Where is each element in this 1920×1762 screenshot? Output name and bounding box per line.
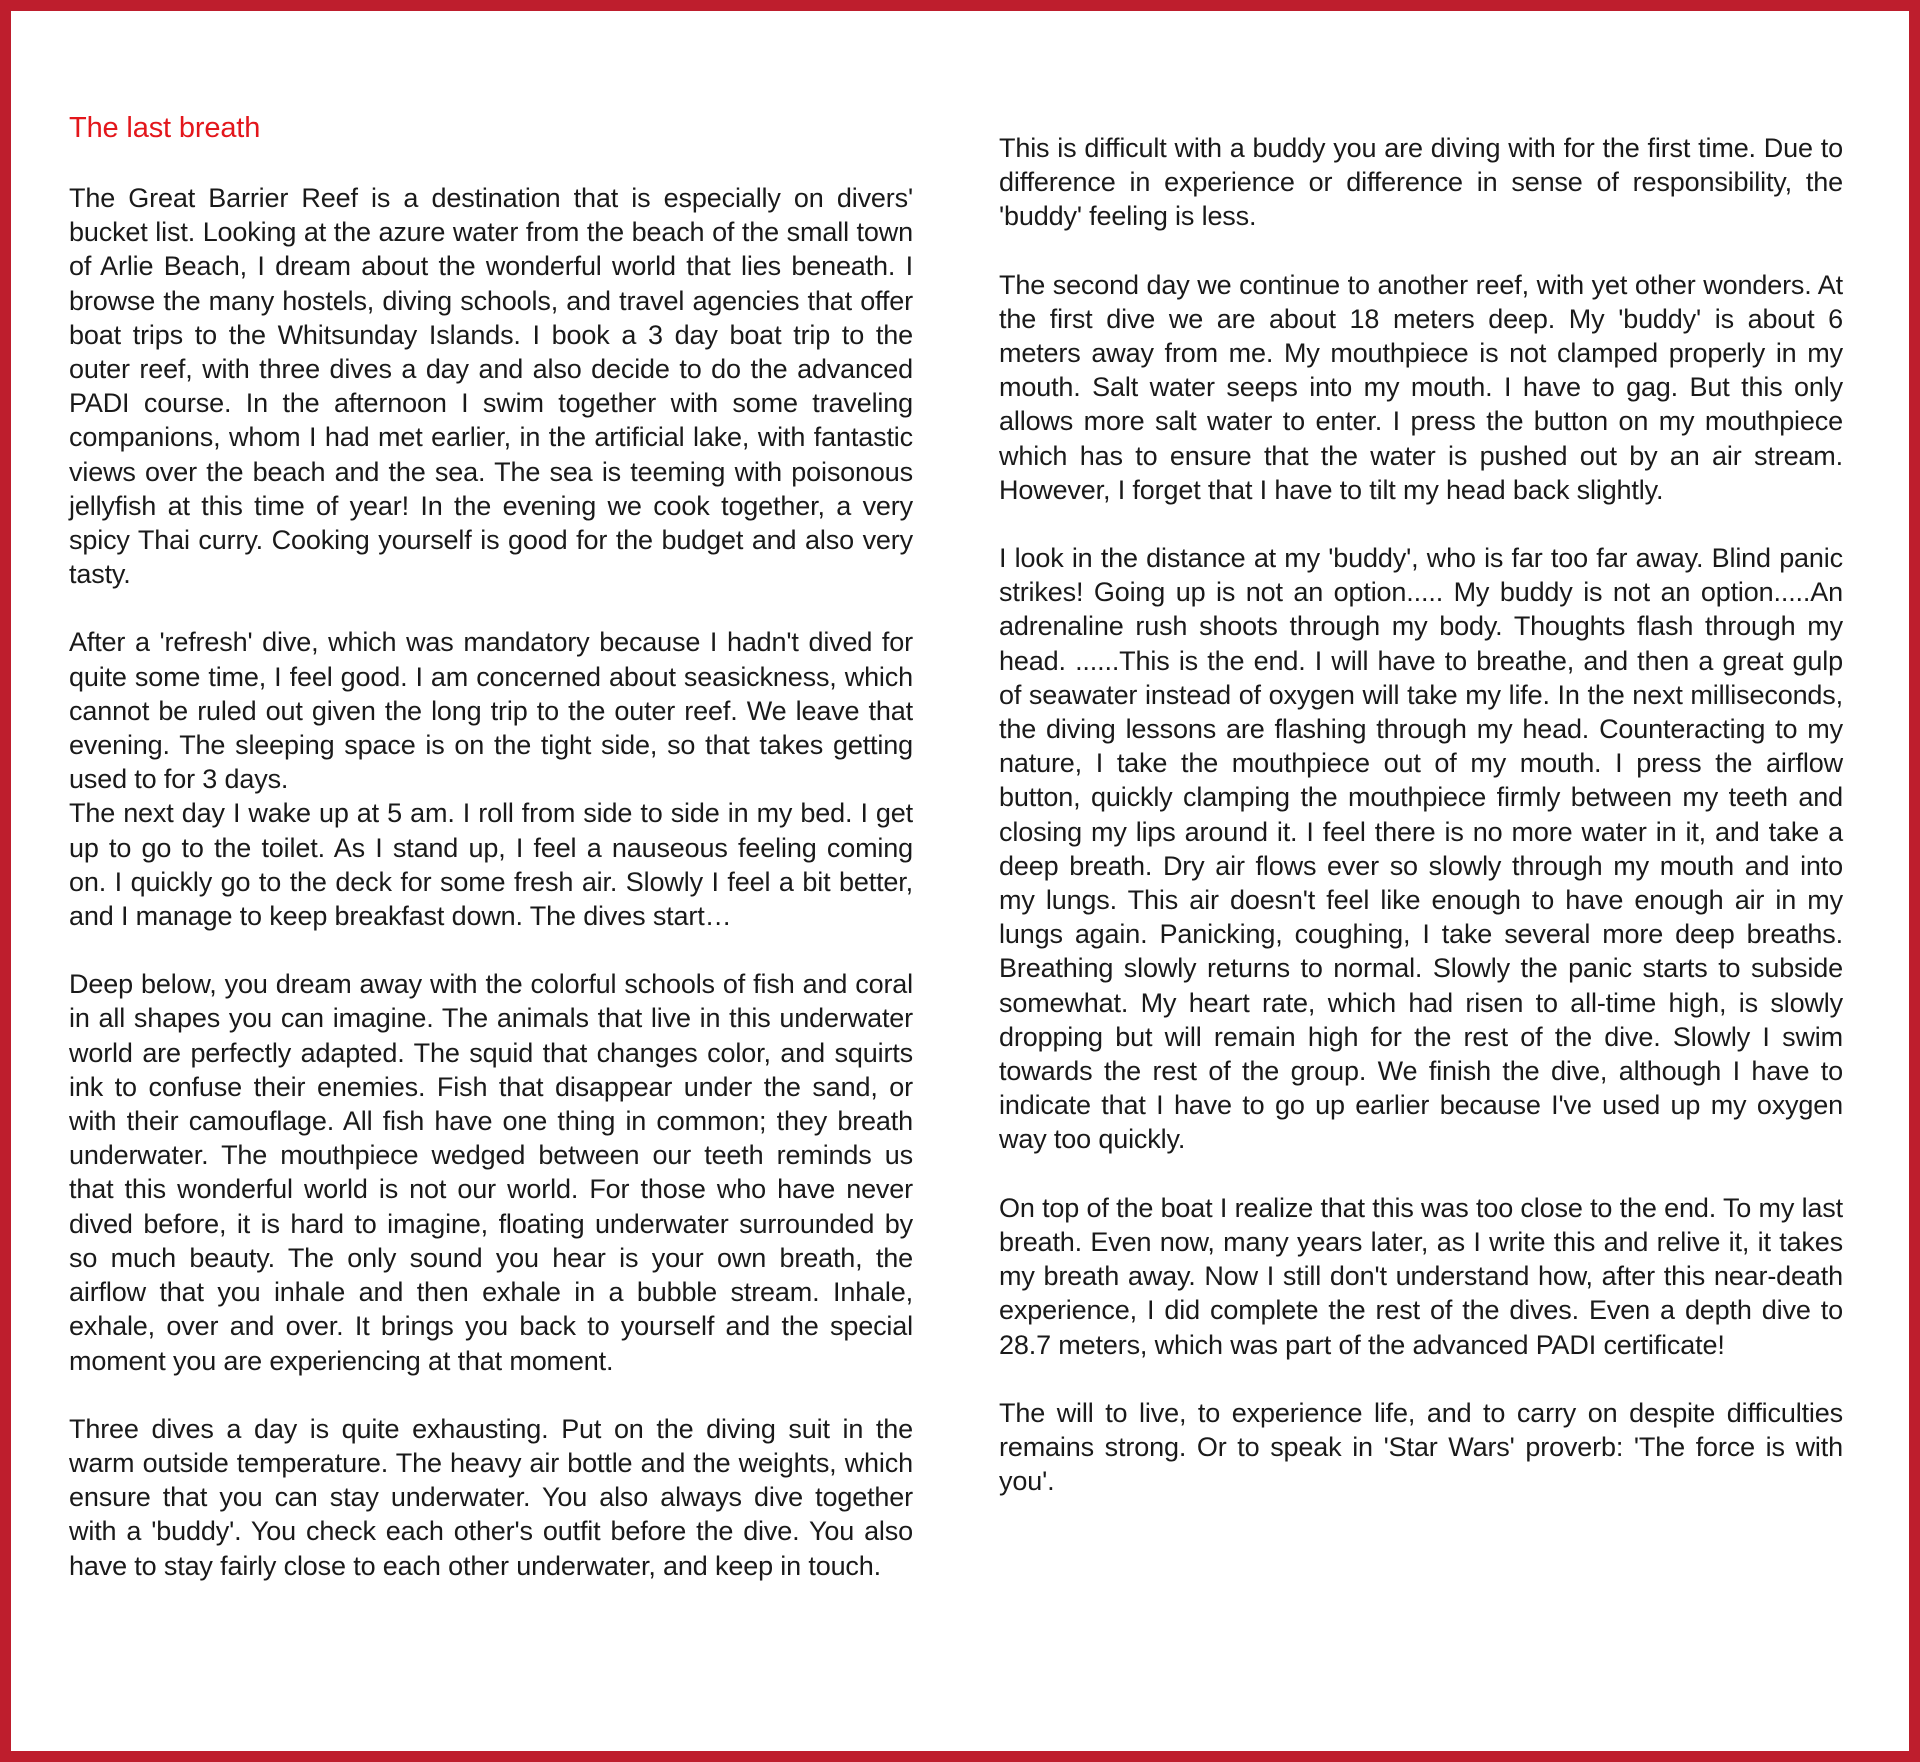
paragraph-panic: I look in the distance at my 'buddy', who is far too far away. Blind panic strikes! Going up is not an option..... My buddy is not an option.....An adrenaline rush shoots through my body. Thoughts flash through my head. ......This is the end. I will have to breathe, and then a great gulp of seawater instead of oxygen will take my life. In the next milliseconds, the diving lessons are flashing through my head. Counteracting to my nature, I take the mouthpiece out of my mouth. I press the airflow button, quickly clamping the mouthpiece firmly between my teeth and closing my lips around it. I feel there is no more water in it, and take a deep breath. Dry air flows ever so slowly through my mouth and into my lungs. This air doesn't feel like enough to have enough air in my lungs again. Panicking, coughing, I take several more deep breaths. Breathing slowly returns to normal. Slowly the panic starts to subside somewhat. My heart rate, which had risen to all-time high, is slowly dropping but will remain high for the rest of the dive. Slowly I swim towards the rest of the group. We finish the dive, although I have to indicate that I have to go up earlier because I've used up my oxygen way too quickly. (999, 543, 1843, 1155)
paragraph-gap (69, 591, 913, 625)
right-column (999, 131, 1843, 1498)
paragraph-gap (999, 1157, 1843, 1191)
page-title: The last breath (69, 112, 261, 144)
paragraph-three-dives: Three dives a day is quite exhausting. Put on the diving suit in the warm outside temperature. The heavy air bottle and the weights, which ensure that you can stay underwater. You also always dive together with a 'buddy'. You check each other's outfit before the dive. You also have to stay fairly close to each other underwater, and keep in touch. (69, 1413, 913, 1581)
paragraph-second-day: The second day we continue to another reef, with yet other wonders. At the first dive we are about 18 meters deep. My 'buddy' is about 6 meters away from me. My mouthpiece is not clamped properly in my mouth. Salt water seeps into my mouth. I have to gag. But this only allows more salt water to enter. I press the button on my mouthpiece which has to ensure that the water is pushed out by an air stream. However, I forget that I have to tilt my head back slightly. (999, 269, 1843, 505)
paragraph-gap (999, 507, 1843, 541)
paragraph-gap (999, 1362, 1843, 1396)
paragraph-gap (69, 933, 913, 967)
paragraph-gap (999, 234, 1843, 268)
left-column (69, 111, 913, 1583)
paragraph-deep-below: Deep below, you dream away with the colorful schools of fish and coral in all shapes you can imagine. The animals that live in this underwater world are perfectly adapted. The squid that changes color, and squirts ink to confuse their enemies. Fish that disappear under the sand, or with their camouflage. All fish have one thing in common; they breath underwater. The mouthpiece wedged between our teeth reminds us that this wonderful world is not our world. For those who have never dived before, it is hard to imagine, floating underwater surrounded by so much beauty. The only sound you hear is your own breath, the airflow that you inhale and then exhale in a bubble stream. Inhale, exhale, over and over. It brings you back to yourself and the special moment you are experiencing at that moment. (69, 969, 913, 1376)
paragraph-on-boat: On top of the boat I realize that this was too close to the end. To my last breath. Even now, many years later, as I write this and relive it, it takes my breath away. Now I still don't understand how, after this near-death experience, I did complete the rest of the dives. Even a depth dive to 28.7 meters, which was part of the advanced PADI certificate! (999, 1192, 1843, 1360)
paragraph-buddy-difficulty: This is difficult with a buddy you are diving with for the first time. Due to difference in experience or difference in sense of responsibility, the 'buddy' feeling is less. (999, 133, 1843, 232)
paragraph-reef-intro: The Great Barrier Reef is a destination that is especially on divers' bucket list. Looking at the azure water from the beach of the small town of Arlie Beach, I dream about the wonderful world that lies beneath. I browse the many hostels, diving schools, and travel agencies that offer boat trips to the Whitsunday Islands. I book a 3 day boat trip to the outer reef, with three dives a day and also decide to do the advanced PADI course. In the afternoon I swim together with some traveling companions, whom I had met earlier, in the artificial lake, with fantastic views over the beach and the sea. The sea is teeming with poisonous jellyfish at this time of year! In the evening we cook together, a very spicy Thai curry. Cooking yourself is good for the budget and also very tasty. (69, 183, 913, 590)
paragraph-gap (69, 1378, 913, 1412)
paragraph-refresh-dive: After a 'refresh' dive, which was mandatory because I hadn't dived for quite some time, I feel good. I am concerned about seasickness, which cannot be ruled out given the long trip to the outer reef. We leave that evening. The sleeping space is on the tight side, so that takes getting used to for 3 days. (69, 627, 913, 795)
paragraph-next-day: The next day I wake up at 5 am. I roll from side to side in my bed. I get up to go to the toilet. As I stand up, I feel a nauseous feeling coming on. I quickly go to the deck for some fresh air. Slowly I feel a bit better, and I manage to keep breakfast down. The dives start… (69, 798, 913, 932)
paragraph-will-to-live: The will to live, to experience life, and to carry on despite difficulties remains strong. Or to speak in 'Star Wars' proverb: 'The force is with you'. (999, 1397, 1843, 1497)
